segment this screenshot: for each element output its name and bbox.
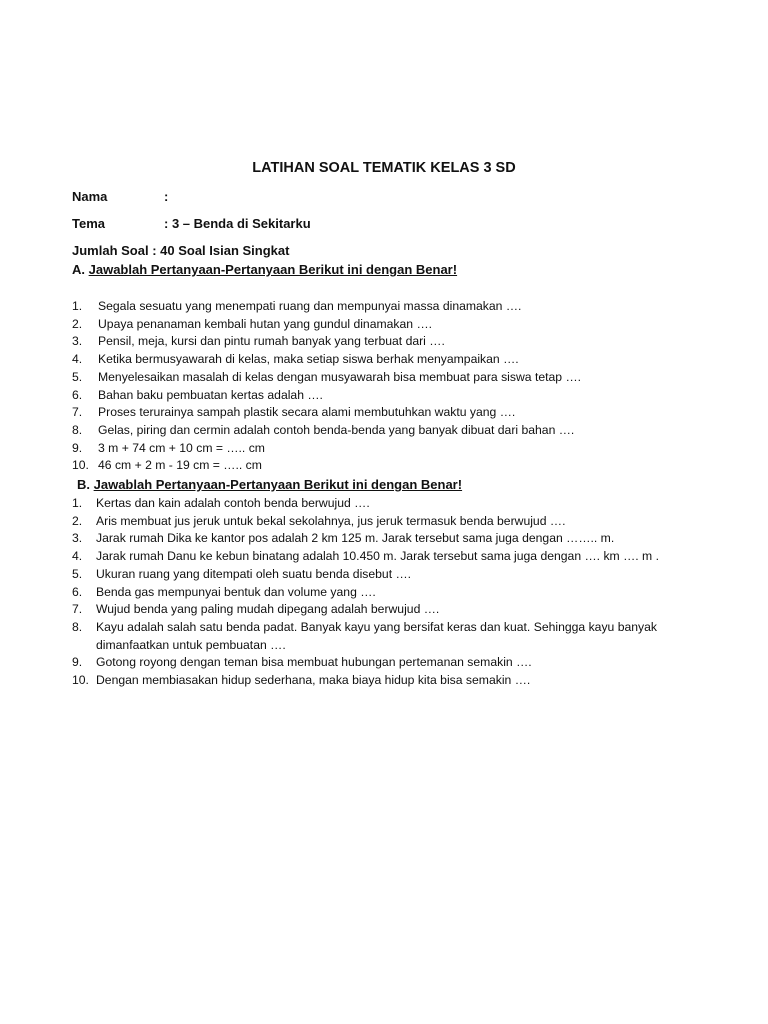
question-number: 10.: [72, 673, 89, 688]
question-text: Kertas dan kain adalah contoh benda berwujud ….: [96, 496, 370, 510]
list-item: [72, 513, 692, 531]
list-item: [72, 672, 692, 690]
question-number: 3.: [72, 531, 83, 546]
question-number: 4.: [72, 352, 83, 367]
question-text: Proses terurainya sampah plastik secara alami membutuhkan waktu yang ….: [98, 405, 516, 420]
question-text: Wujud benda yang paling mudah dipegang adalah berwujud ….: [96, 602, 440, 617]
section-letter: A.: [72, 262, 85, 277]
meta-label: Tema: [72, 216, 105, 231]
list-item: [72, 584, 692, 602]
meta-label: Nama: [72, 189, 108, 204]
question-text: Jarak rumah Dika ke kantor pos adalah 2 km 125 m. Jarak tersebut sama juga dengan …….. m.: [96, 531, 615, 546]
question-text: Ukuran ruang yang ditempati oleh suatu benda disebut ….: [96, 566, 412, 581]
question-number: 2.: [72, 513, 83, 528]
question-number: 7.: [72, 405, 83, 420]
list-item: [72, 619, 692, 654]
question-text: Bahan baku pembuatan kertas adalah ….: [98, 387, 323, 402]
question-number: 9.: [72, 440, 83, 455]
question-text: 46 cm + 2 m - 19 cm = ….. cm: [98, 458, 262, 473]
question-number: 1.: [72, 496, 83, 510]
meta-value: : 3 – Benda di Sekitarku: [164, 216, 311, 231]
list-item: [72, 316, 692, 334]
question-number: 9.: [72, 655, 83, 670]
list-item: [72, 351, 692, 369]
question-number: 5.: [72, 369, 83, 384]
list-item: [72, 369, 692, 387]
list-item: [72, 440, 692, 458]
list-item: [72, 530, 692, 548]
question-text: Jarak rumah Danu ke kebun binatang adalah 10.450 m. Jarak tersebut sama juga dengan …. km …. m .: [96, 549, 659, 564]
meta-nama: [72, 189, 168, 204]
list-item: [72, 298, 692, 316]
list-item: [72, 654, 692, 672]
list-item: [72, 566, 692, 584]
page-title: LATIHAN SOAL TEMATIK KELAS 3 SD: [252, 160, 516, 176]
question-text: Gotong royong dengan teman bisa membuat hubungan pertemanan semakin ….: [96, 655, 532, 670]
list-item: [72, 387, 692, 405]
question-text: Menyelesaikan masalah di kelas dengan musyawarah bisa membuat para siswa tetap ….: [98, 369, 582, 384]
question-number: 6.: [72, 387, 83, 402]
list-item: [72, 457, 692, 475]
question-text: Segala sesuatu yang menempati ruang dan mempunyai massa dinamakan ….: [98, 299, 522, 313]
question-number: 1.: [72, 299, 83, 313]
section-title: Jawablah Pertanyaan-Pertanyaan Berikut ini dengan Benar!: [93, 477, 463, 492]
question-number: 7.: [72, 602, 83, 617]
question-text: Gelas, piring dan cermin adalah contoh benda-benda yang banyak dibuat dari bahan ….: [98, 422, 575, 437]
question-text: Ketika bermusyawarah di kelas, maka setiap siswa berhak menyampaikan ….: [98, 352, 519, 367]
list-item: [72, 422, 692, 440]
list-item: [72, 333, 692, 351]
question-number: 10.: [72, 458, 89, 473]
list-item: [72, 548, 692, 566]
question-text: Kayu adalah salah satu benda padat. Banyak kayu yang bersifat keras dan kuat. Sehingga kayu banyak dimanfaatkan untuk pembuatan ….: [96, 619, 658, 652]
question-text: Dengan membiasakan hidup sederhana, maka biaya hidup kita bisa semakin ….: [96, 673, 531, 688]
question-text: Pensil, meja, kursi dan pintu rumah banyak yang terbuat dari ….: [98, 334, 445, 349]
question-number: 4.: [72, 549, 83, 564]
list-item: [72, 495, 692, 513]
section-a-heading: [72, 262, 457, 277]
question-list-b: [72, 495, 692, 690]
meta-jumlah-soal: Jumlah Soal : 40 Soal Isian Singkat: [72, 243, 290, 258]
question-number: 6.: [72, 584, 83, 599]
section-b-heading: [77, 477, 462, 492]
question-text: Aris membuat jus jeruk untuk bekal sekolahnya, jus jeruk termasuk benda berwujud ….: [96, 513, 566, 528]
list-item: [72, 404, 692, 422]
section-title: Jawablah Pertanyaan-Pertanyaan Berikut ini dengan Benar!: [88, 262, 458, 277]
section-letter: B.: [77, 477, 90, 492]
meta-value: :: [164, 189, 169, 204]
question-text: Benda gas mempunyai bentuk dan volume yang ….: [96, 584, 376, 599]
question-number: 5.: [72, 566, 83, 581]
question-number: 8.: [72, 619, 83, 634]
meta-tema: [72, 216, 311, 231]
question-text: Upaya penanaman kembali hutan yang gundul dinamakan ….: [98, 316, 433, 331]
question-list-a: [72, 298, 692, 475]
list-item: [72, 601, 692, 619]
question-number: 3.: [72, 334, 83, 349]
question-text: 3 m + 74 cm + 10 cm = ….. cm: [98, 440, 265, 455]
question-number: 8.: [72, 422, 83, 437]
question-number: 2.: [72, 316, 83, 331]
